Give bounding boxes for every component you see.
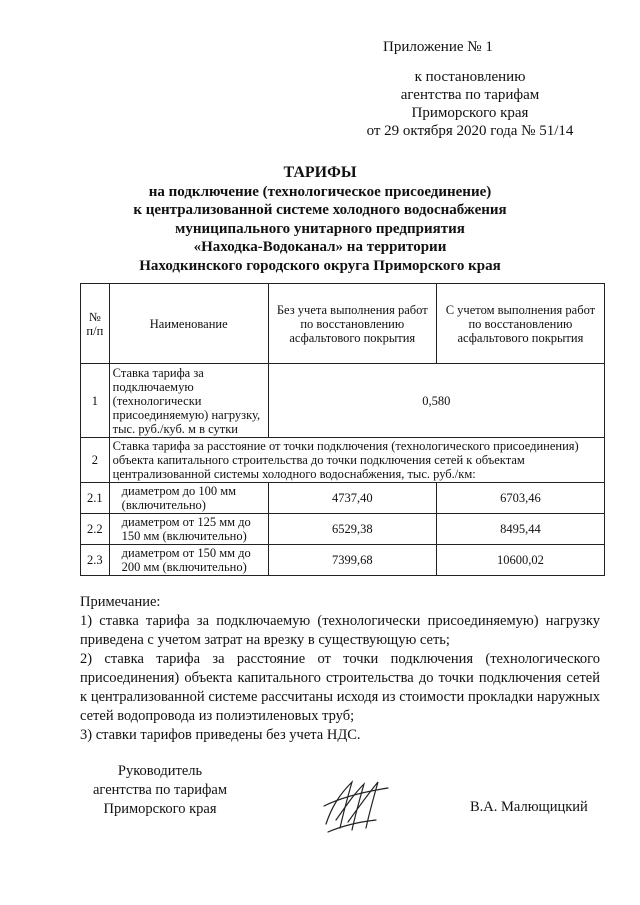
document-header <box>340 38 600 140</box>
row-value-1: 7399,68 <box>268 545 436 576</box>
title-main: ТАРИФЫ <box>283 164 357 181</box>
signer-role <box>80 762 240 819</box>
row-value-2: 8495,44 <box>436 514 604 545</box>
row-text: Ставка тарифа за расстояние от точки подключения (технологического присоединения) объекта капитального строительства до точки подключения сетей к объектам централизованной системы холодного водоснабжения, тыс. руб./км: <box>109 438 604 483</box>
document-title <box>60 164 580 275</box>
row-num: 2.1 <box>81 483 110 514</box>
table-row <box>81 483 605 514</box>
row-value-2: 6703,46 <box>436 483 604 514</box>
header-line: Приморского края <box>411 105 529 121</box>
table-row <box>81 545 605 576</box>
notes-section <box>80 593 600 745</box>
header-line: от 29 октября 2020 года № 51/14 <box>366 123 574 139</box>
title-line: муниципального унитарного предприятия <box>175 220 465 237</box>
table-header-row <box>81 284 605 364</box>
signer-role-line: Приморского края <box>103 801 217 817</box>
notes-heading: Примечание: <box>80 594 161 610</box>
row-name: диаметром от 125 мм до 150 мм (включительно) <box>109 514 268 545</box>
header-name: Наименование <box>109 284 268 364</box>
note-item: 2) ставка тарифа за расстояние от точки подключения (технологического присоединения) объекта капитального строительства до точки подключения сетей к централизованной системе рассчитаны исходя из стоимости прокладки наружных сетей водопровода из полиэтиленовых труб; <box>80 651 600 724</box>
row-num: 2 <box>81 438 110 483</box>
row-value-1: 6529,38 <box>268 514 436 545</box>
table-row <box>81 514 605 545</box>
signer-name: В.А. Малющицкий <box>470 799 588 815</box>
title-line: Находкинского городского округа Приморского края <box>139 257 501 274</box>
signature-block <box>0 762 640 842</box>
table-row <box>81 364 605 438</box>
row-num: 1 <box>81 364 110 438</box>
row-value-1: 4737,40 <box>268 483 436 514</box>
table-row <box>81 438 605 483</box>
row-name: Ставка тарифа за подключаемую (технологически присоединяемую) нагрузку, тыс. руб./куб. м в сутки <box>109 364 268 438</box>
header-col1: Без учета выполнения работ по восстановлению асфальтового покрытия <box>268 284 436 364</box>
row-value-2: 10600,02 <box>436 545 604 576</box>
header-line: агентства по тарифам <box>400 87 540 103</box>
note-item: 3) ставки тарифов приведены без учета НДС. <box>80 727 361 743</box>
title-line: «Находка-Водоканал» на территории <box>193 239 447 255</box>
header-col2: С учетом выполнения работ по восстановлению асфальтового покрытия <box>436 284 604 364</box>
row-name: диаметром до 100 мм (включительно) <box>109 483 268 514</box>
row-value: 0,580 <box>268 364 604 438</box>
row-num: 2.3 <box>81 545 110 576</box>
row-num: 2.2 <box>81 514 110 545</box>
appendix-label: Приложение № 1 <box>383 39 493 55</box>
row-name: диаметром от 150 мм до 200 мм (включительно) <box>109 545 268 576</box>
header-num: № п/п <box>81 284 110 364</box>
note-item: 1) ставка тарифа за подключаемую (технологически присоединяемую) нагрузку приведена с учетом затрат на врезку в существующую сеть; <box>80 613 600 648</box>
handwritten-signature-icon <box>318 776 398 836</box>
signer-role-line: Руководитель <box>117 763 203 779</box>
header-line: к постановлению <box>414 69 526 85</box>
signer-role-line: агентства по тарифам <box>93 782 227 798</box>
title-line: к централизованной системе холодного водоснабжения <box>133 202 507 218</box>
title-line: на подключение (технологическое присоединение) <box>148 183 492 200</box>
tariff-table <box>80 283 605 576</box>
